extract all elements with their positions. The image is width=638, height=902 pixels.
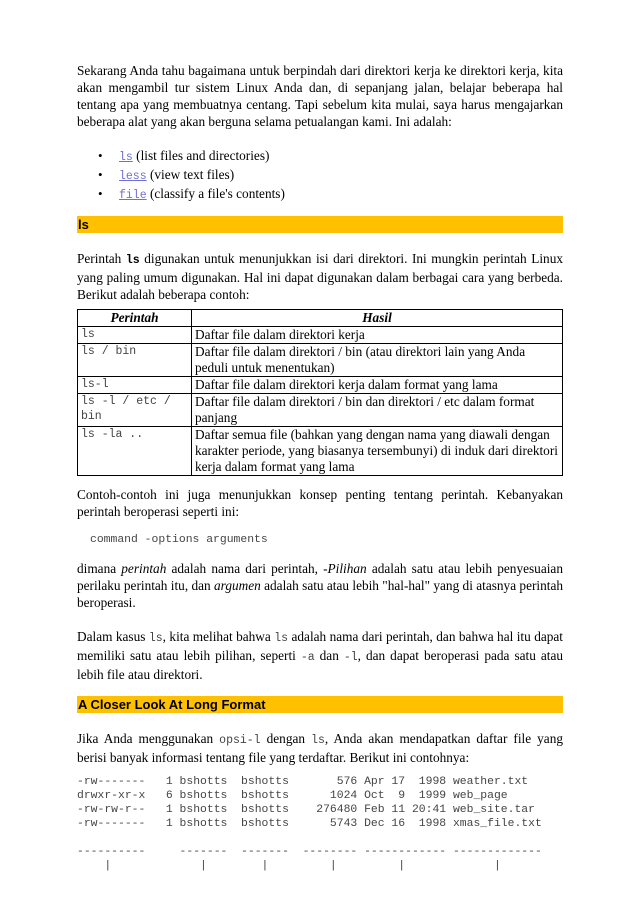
list-item: • file (classify a file's contents) — [77, 185, 563, 204]
row-result: Daftar file dalam direktori kerja — [192, 327, 563, 344]
syntax-line: command -options arguments — [90, 534, 268, 546]
row-result: Daftar semua file (bahkan yang dengan nama yang diawali dengan karakter periode, yang biasanya tersembunyi) di induk dari direktori kerja dalam format yang lama — [192, 427, 563, 476]
document-page — [77, 62, 563, 873]
row-result: Daftar file dalam direktori kerja dalam format yang lama — [192, 377, 563, 394]
section-heading-long-format: A Closer Look At Long Format — [77, 696, 563, 713]
less-link[interactable]: less — [119, 170, 147, 183]
row-cmd: ls-l — [78, 377, 192, 394]
row-result: Daftar file dalam direktori / bin (atau direktori lain yang Anda peduli untuk menentukan) — [192, 344, 563, 377]
list-item: • ls (list files and directories) — [77, 147, 563, 166]
file-link[interactable]: file — [119, 189, 147, 202]
command-list — [77, 147, 563, 204]
row-cmd: ls / bin — [78, 344, 192, 377]
col-header-command: Perintah — [78, 310, 192, 327]
where-paragraph: dimana perintah adalah nama dari perintah, -Pilihan adalah satu atau lebih penyesuaian perilaku perintah itu, dan argumen adalah satu atau lebih "hal-hal" yang di atasnya perintah beroperasi. — [77, 561, 563, 610]
long-format-paragraph: Jika Anda menggunakan opsi-l dengan ls, Anda akan mendapatkan daftar file yang berisi banyak informasi tentang file yang terdaftar. Berikut ini contohnya: — [77, 731, 564, 765]
table-row — [78, 427, 563, 476]
row-cmd: ls — [78, 327, 192, 344]
section-heading-ls: ls — [77, 216, 563, 233]
ls-link[interactable]: ls — [119, 151, 133, 164]
row-result: Daftar file dalam direktori / bin dan direktori / etc dalam format panjang — [192, 394, 563, 427]
row-cmd: ls -l / etc / bin — [78, 394, 192, 427]
table-row — [78, 344, 563, 377]
ls-examples-table — [77, 309, 563, 476]
examples-paragraph: Contoh-contoh ini juga menunjukkan konsep penting tentang perintah. Kebanyakan perintah beroperasi seperti ini: — [77, 487, 563, 519]
list-item: • less (view text files) — [77, 166, 563, 185]
table-header-row — [78, 310, 563, 327]
table-row — [78, 394, 563, 427]
col-header-result: Hasil — [192, 310, 563, 327]
table-row — [78, 327, 563, 344]
row-cmd: ls -la .. — [78, 427, 192, 476]
case-paragraph: Dalam kasus ls, kita melihat bahwa ls adalah nama dari perintah, dan bahwa hal itu dapat memiliki satu atau lebih pilihan, seperti -a dan -l, dan dapat beroperasi pada satu atau lebih file atau direktori. — [77, 629, 564, 682]
intro-paragraph: Sekarang Anda tahu bagaimana untuk berpindah dari direktori kerja ke direktori kerja, kita akan mengambil tur sistem Linux Anda dan, di sepanjang jalan, belajar beberapa hal tentang apa yang membuatnya centang. Tapi sebelum kita mulai, saya harus mengajarkan beberapa alat yang akan berguna selama petualangan kami. Ini adalah: — [77, 63, 563, 129]
ls-paragraph: Perintah ls digunakan untuk menunjukkan isi dari direktori. Ini mungkin perintah Linux yang paling umum digunakan. Hal ini dapat digunakan dalam berbagai cara yang berbeda. Berikut adalah beberapa contoh: — [77, 251, 563, 302]
table-row — [78, 377, 563, 394]
long-listing: -rw------- 1 bshotts bshotts 576 Apr 17 1998 weather.txt drwxr-xr-x 6 bshotts bshotts 1024 Oct 9 1999 web_page -rw-rw-r-- 1 bshotts bshotts 276480 Feb 11 20:41 web_site.tar -rw------- 1 bshotts bshotts 5743 Dec 16 1998 xmas_file.txt ---------- ------- ------- -------- ------------ ------------- | | | | | | — [77, 776, 542, 872]
